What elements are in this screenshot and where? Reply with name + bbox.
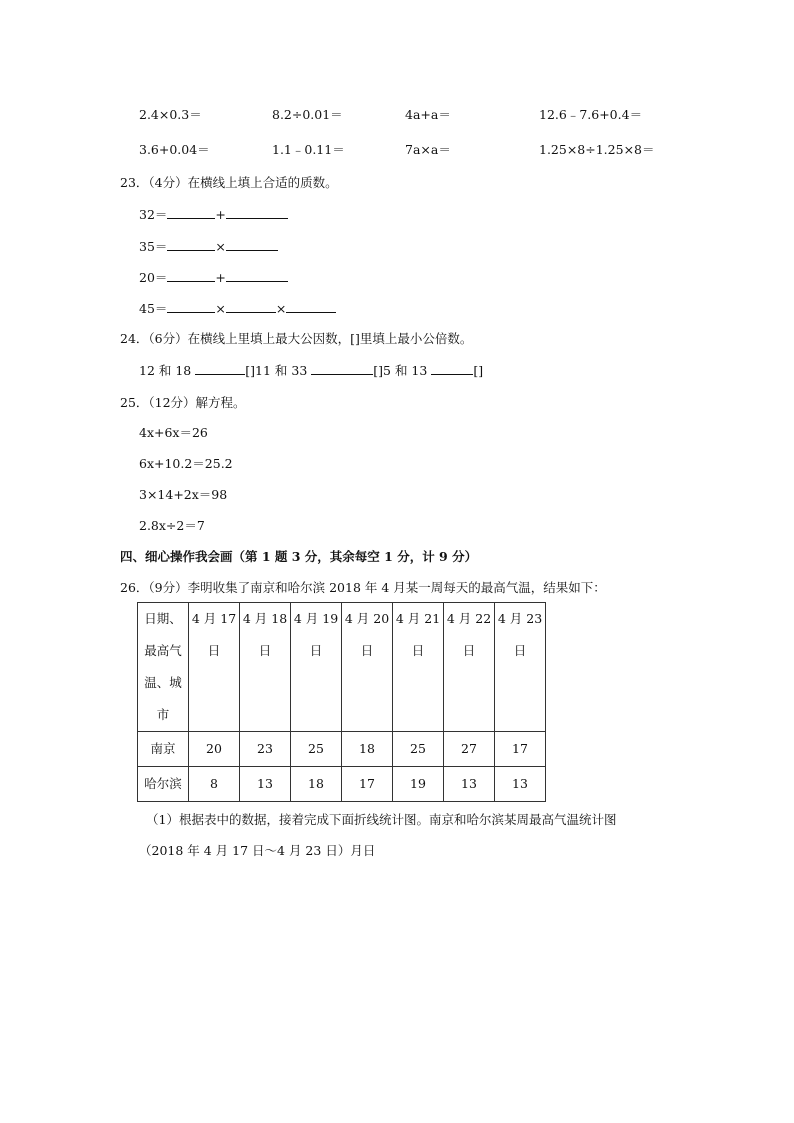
answer-blank[interactable] <box>226 269 288 282</box>
value-cell: 18 <box>291 767 342 802</box>
table-header-row <box>138 603 546 732</box>
value-cell: 13 <box>240 767 291 802</box>
q26-sub1-line2: （2018 年 4 月 17 日～4 月 23 日）月日 <box>139 843 376 858</box>
temperature-table <box>137 602 546 802</box>
q23-line <box>139 300 336 317</box>
value-cell: 20 <box>189 732 240 767</box>
date-line: 4 月 20 <box>344 611 390 626</box>
date-header-cell <box>444 603 495 732</box>
answer-blank[interactable] <box>195 362 245 375</box>
answer-blank[interactable] <box>431 362 473 375</box>
q23-line <box>139 206 288 223</box>
q23-op: × <box>275 301 287 316</box>
date-header-cell <box>189 603 240 732</box>
q23-op: + <box>215 207 226 222</box>
equation: 3×14+2x＝98 <box>139 487 228 502</box>
value-cell: 23 <box>240 732 291 767</box>
date-header-cell <box>291 603 342 732</box>
q24-title: 24．（6分）在横线上里填上最大公因数，[]里填上最小公倍数。 <box>120 331 473 346</box>
section-heading: 四、细心操作我会画（第 1 题 3 分，其余每空 1 分，计 9 分） <box>120 549 478 564</box>
answer-blank[interactable] <box>167 238 215 251</box>
calc-item: 1.1﹣0.11＝ <box>272 142 345 157</box>
q24-bracket[interactable]: [] <box>373 363 384 378</box>
q23-op: × <box>215 239 226 254</box>
city-cell: 哈尔滨 <box>138 767 189 802</box>
value-cell: 13 <box>495 767 546 802</box>
q23-line <box>139 269 288 286</box>
calc-item: 4a+a＝ <box>405 107 451 122</box>
date-line: 日 <box>411 643 425 658</box>
header-label-line: 最高气 <box>144 643 182 658</box>
answer-blank[interactable] <box>226 238 278 251</box>
answer-blank[interactable] <box>167 300 215 313</box>
value-cell: 18 <box>342 732 393 767</box>
header-label-line: 日期、 <box>144 611 182 626</box>
equation: 6x+10.2＝25.2 <box>139 456 233 471</box>
value-cell: 13 <box>444 767 495 802</box>
table-row <box>138 732 546 767</box>
answer-blank[interactable] <box>311 362 373 375</box>
q23-line <box>139 238 278 255</box>
date-header-cell <box>342 603 393 732</box>
q23-title: 23．（4分）在横线上填上合适的质数。 <box>120 175 338 190</box>
value-cell: 27 <box>444 732 495 767</box>
answer-blank[interactable] <box>167 206 215 219</box>
date-line: 4 月 18 <box>242 611 288 626</box>
q24-item-text: 12 和 18 <box>139 363 192 378</box>
answer-blank[interactable] <box>286 300 336 313</box>
date-line: 日 <box>309 643 323 658</box>
value-cell: 17 <box>342 767 393 802</box>
value-cell: 8 <box>189 767 240 802</box>
date-header-cell <box>495 603 546 732</box>
date-line: 日 <box>207 643 221 658</box>
date-line: 4 月 17 <box>191 611 237 626</box>
q25-title: 25．（12分）解方程。 <box>120 395 246 410</box>
calc-item: 3.6+0.04＝ <box>139 142 210 157</box>
answer-blank[interactable] <box>226 206 288 219</box>
q23-op: + <box>215 270 226 285</box>
date-line: 4 月 23 <box>497 611 543 626</box>
equation: 2.8x÷2＝7 <box>139 518 205 533</box>
q24-bracket[interactable]: [] <box>245 363 256 378</box>
city-cell: 南京 <box>138 732 189 767</box>
value-cell: 25 <box>291 732 342 767</box>
value-cell: 19 <box>393 767 444 802</box>
date-header-cell <box>393 603 444 732</box>
date-line: 日 <box>513 643 527 658</box>
date-line: 4 月 21 <box>395 611 441 626</box>
date-header-cell <box>240 603 291 732</box>
table-row <box>138 767 546 802</box>
date-line: 日 <box>462 643 476 658</box>
q26-sub1-line1: （1）根据表中的数据，接着完成下面折线统计图。南京和哈尔滨某周最高气温统计图 <box>146 812 617 827</box>
q23-lhs: 20＝ <box>139 270 168 285</box>
date-line: 日 <box>258 643 272 658</box>
header-label-line: 市 <box>156 707 170 722</box>
q23-lhs: 35＝ <box>139 239 168 254</box>
date-line: 日 <box>360 643 374 658</box>
q24-bracket[interactable]: [] <box>473 363 484 378</box>
q24-item-text: 11 和 33 <box>255 363 308 378</box>
value-cell: 17 <box>495 732 546 767</box>
header-label-cell <box>138 603 189 732</box>
calc-item: 1.25×8÷1.25×8＝ <box>539 142 655 157</box>
q23-lhs: 45＝ <box>139 301 168 316</box>
calc-item: 2.4×0.3＝ <box>139 107 202 122</box>
date-line: 4 月 22 <box>446 611 492 626</box>
calc-item: 12.6﹣7.6+0.4＝ <box>539 107 643 122</box>
calc-item: 8.2÷0.01＝ <box>272 107 343 122</box>
calc-item: 7a×a＝ <box>405 142 451 157</box>
q23-lhs: 32＝ <box>139 207 168 222</box>
value-cell: 25 <box>393 732 444 767</box>
q26-title: 26．（9分）李明收集了南京和哈尔滨 2018 年 4 月某一周每天的最高气温，结果如下： <box>120 580 606 595</box>
answer-blank[interactable] <box>226 300 276 313</box>
q24-item-text: 5 和 13 <box>383 363 428 378</box>
date-line: 4 月 19 <box>293 611 339 626</box>
answer-blank[interactable] <box>167 269 215 282</box>
q23-op: × <box>215 301 226 316</box>
header-label-line: 温、城 <box>144 675 182 690</box>
equation: 4x+6x＝26 <box>139 425 208 440</box>
q24-line <box>139 362 483 379</box>
